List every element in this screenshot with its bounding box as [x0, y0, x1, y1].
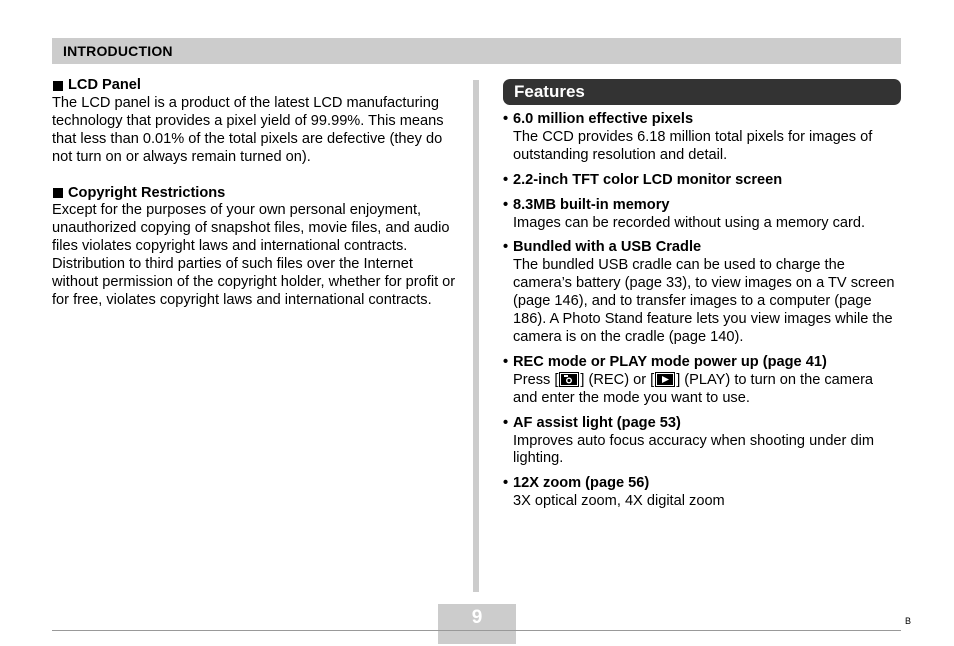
feature-desc: Press [ ] (REC) or [ ] (PLAY) to turn on the camera and enter the mode you want to use.: [513, 371, 874, 406]
section-header-bar: [52, 38, 901, 64]
square-bullet-icon: [53, 81, 63, 91]
bullet: •: [503, 239, 509, 256]
bullet: •: [503, 111, 509, 127]
features-header-bar: [503, 79, 901, 105]
left-column: [52, 77, 456, 310]
bullet: •: [503, 414, 509, 431]
page-number-base: [438, 631, 516, 644]
feature-item: [503, 475, 898, 511]
feature-title: 12X zoom (page 56): [513, 475, 650, 492]
lcd-panel-title: LCD Panel: [68, 77, 141, 93]
feature-item: [503, 415, 898, 469]
square-bullet-icon: [53, 188, 63, 198]
feature-title: Bundled with a USB Cradle: [513, 239, 702, 256]
feature-item: [503, 172, 898, 190]
feature-item: [503, 239, 898, 346]
bullet: •: [503, 196, 509, 213]
bullet: •: [503, 353, 509, 370]
features-list: [503, 111, 898, 518]
feature-desc: 3X optical zoom, 4X digital zoom: [513, 493, 725, 510]
feature-title: 6.0 million effective pixels: [513, 111, 694, 127]
camera-icon: [559, 372, 579, 387]
page-number-box: [438, 604, 516, 644]
page-number: 9: [471, 607, 483, 628]
feature-item: [503, 111, 898, 165]
features-title: Features: [514, 82, 585, 101]
feature-title: 2.2-inch TFT color LCD monitor screen: [513, 171, 783, 188]
feature-title: 8.3MB built-in memory: [513, 196, 670, 213]
feature-desc: The CCD provides 6.18 million total pixels for images of outstanding resolution and detail.: [513, 128, 873, 163]
copyright-heading: [52, 185, 456, 203]
play-icon: [655, 372, 675, 387]
feature-title: REC mode or PLAY mode power up (page 41): [513, 353, 827, 370]
bullet: •: [503, 475, 509, 492]
lcd-panel-text: The LCD panel is a product of the latest LCD manufacturing technology that provides a pixel yield of 99.99%. This means that less than 0.01% of the total pixels are defective (they do not turn on or always remain turned on).: [52, 94, 444, 165]
feature-desc: Images can be recorded without using a memory card.: [513, 214, 866, 231]
page-number-tab: [438, 604, 516, 630]
feature-title: AF assist light (page 53): [513, 414, 681, 431]
feature-item: [503, 197, 898, 233]
feature-desc: Improves auto focus accuracy when shooting under dim lighting.: [513, 432, 874, 467]
column-divider: [473, 80, 479, 592]
bullet: •: [503, 171, 509, 188]
feature-desc: The bundled USB cradle can be used to charge the camera’s battery (page 33), to view images on a TV screen (page 146), and to transfer images to a computer (page 186). A Photo Stand feature lets you view images while the camera is on the cradle (page 140).: [513, 257, 895, 345]
section-title: INTRODUCTION: [63, 43, 173, 59]
feature-item: [503, 354, 898, 408]
copyright-title: Copyright Restrictions: [68, 184, 226, 201]
language-mark: B: [905, 616, 912, 626]
copyright-text-1: Except for the purposes of your own personal enjoyment, unauthorized copying of snapshot files, movie files, and audio files violates copyright laws and international contracts.: [52, 202, 450, 255]
copyright-text-2: Distribution to third parties of such files over the Internet without permission of the copyright holder, whether for profit or for free, violates copyright laws and international contracts.: [52, 256, 456, 308]
lcd-panel-heading: [52, 77, 456, 95]
